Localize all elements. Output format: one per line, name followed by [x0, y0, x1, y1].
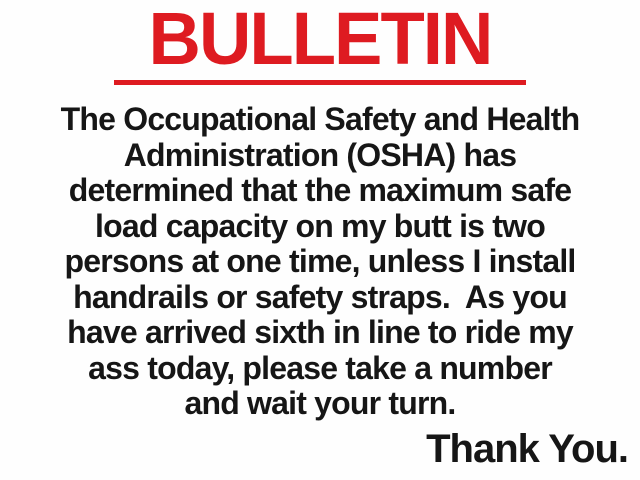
- body-line: and wait your turn.: [184, 385, 456, 421]
- body-line: The Occupational Safety and Health: [60, 101, 580, 137]
- body-line: have arrived sixth in line to ride my: [67, 314, 573, 350]
- body-line: ass today, please take a number: [88, 349, 552, 386]
- title-underline: [114, 80, 526, 85]
- poster-title: BULLETIN: [148, 0, 492, 80]
- body-line: handrails or safety straps. As you: [73, 278, 567, 315]
- body-line: Administration (OSHA) has: [123, 136, 517, 173]
- body-line: determined that the maximum safe: [68, 172, 572, 208]
- body-line: load capacity on my butt is two: [95, 207, 545, 244]
- poster-body: [0, 102, 640, 422]
- body-line: persons at one time, unless I install: [64, 243, 576, 279]
- closing-text: Thank You.: [426, 426, 628, 471]
